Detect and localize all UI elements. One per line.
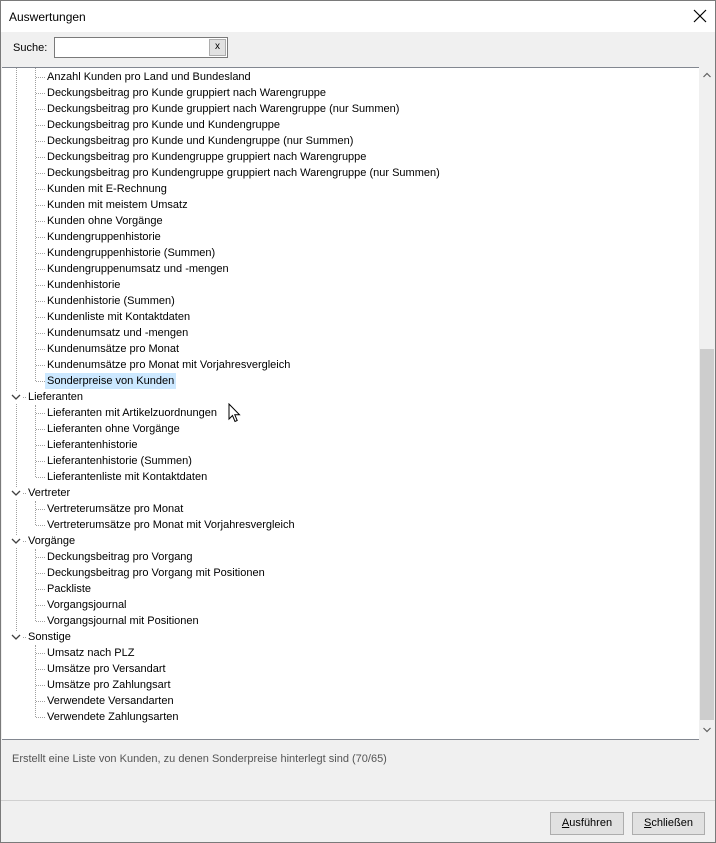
- tree-item[interactable]: [2, 101, 699, 117]
- tree-connector-line: [36, 701, 45, 702]
- description-panel: [1, 740, 715, 801]
- tree-item-label: Umsatz nach PLZ: [47, 647, 135, 659]
- tree-connector-line: [36, 381, 45, 382]
- tree-item-label: Anzahl Kunden pro Land und Bundesland: [47, 71, 251, 83]
- search-box: [54, 37, 228, 58]
- window-title: Auswertungen: [9, 10, 86, 24]
- title-bar: [1, 1, 715, 32]
- tree-group-node[interactable]: [2, 389, 699, 405]
- close-icon[interactable]: [691, 7, 709, 25]
- tree-item-label: Deckungsbeitrag pro Kunde gruppiert nach Warengruppe: [47, 87, 327, 99]
- tree-item[interactable]: [2, 677, 699, 693]
- tree-connector-line: [36, 445, 45, 446]
- tree-group-label: Sonstige: [28, 631, 71, 643]
- tree-connector-line: [36, 669, 45, 670]
- tree-item-label: Kunden mit E-Rechnung: [47, 183, 167, 195]
- tree-item[interactable]: [2, 421, 699, 437]
- tree-item[interactable]: [2, 149, 699, 165]
- tree-item-label: Kundengruppenumsatz und -mengen: [47, 263, 229, 275]
- tree-item[interactable]: [2, 293, 699, 309]
- tree-item-label: Lieferantenhistorie (Summen): [47, 455, 192, 467]
- tree-connector-line: [36, 173, 45, 174]
- tree-connector-line: [36, 525, 45, 526]
- tree-group-label: Vorgänge: [28, 535, 76, 547]
- tree-item-label: Lieferantenhistorie: [47, 439, 138, 451]
- tree-item-label: Verwendete Versandarten: [47, 695, 174, 707]
- tree-item[interactable]: [2, 309, 699, 325]
- tree-group-node[interactable]: [2, 485, 699, 501]
- tree-item[interactable]: [2, 581, 699, 597]
- tree-item-label: Kunden mit meistem Umsatz: [47, 199, 188, 211]
- close-button-label: chließen: [651, 817, 693, 829]
- chevron-down-icon[interactable]: [10, 629, 22, 645]
- tree-item[interactable]: [2, 549, 699, 565]
- tree-group-label: Vertreter: [28, 487, 71, 499]
- tree-item[interactable]: [2, 597, 699, 613]
- tree-connector-line: [36, 157, 45, 158]
- tree-item[interactable]: [2, 165, 699, 181]
- tree-connector-line: [36, 461, 45, 462]
- tree-item[interactable]: [2, 261, 699, 277]
- tree-connector-line: [36, 189, 45, 190]
- tree-item-label: Lieferanten ohne Vorgänge: [47, 423, 180, 435]
- tree-connector-line: [36, 237, 45, 238]
- tree-item-label: Kundenumsatz und -mengen: [47, 327, 189, 339]
- tree-item-label: Deckungsbeitrag pro Kunde gruppiert nach Warengruppe (nur Summen): [47, 103, 400, 115]
- tree-item[interactable]: [2, 437, 699, 453]
- close-button-mnemonic: S: [644, 817, 652, 829]
- tree-connector-line: [36, 413, 45, 414]
- tree-item-label: Deckungsbeitrag pro Vorgang mit Positionen: [47, 567, 265, 579]
- chevron-down-icon[interactable]: [10, 389, 22, 405]
- tree-item-label: Packliste: [47, 583, 92, 595]
- tree-connector-line: [36, 77, 45, 78]
- tree-item-label: Umsätze pro Zahlungsart: [47, 679, 171, 691]
- tree-item[interactable]: [2, 85, 699, 101]
- tree-connector-line: [36, 557, 45, 558]
- tree-group-label: Lieferanten: [28, 391, 84, 403]
- scroll-down-arrow-icon[interactable]: [699, 722, 715, 738]
- tree-connector-line: [36, 365, 45, 366]
- tree-item-label: Kundengruppenhistorie: [47, 231, 161, 243]
- tree-connector-line: [36, 93, 45, 94]
- tree-connector-line: [36, 285, 45, 286]
- tree-item[interactable]: [2, 517, 699, 533]
- tree-item[interactable]: [2, 197, 699, 213]
- tree-connector-line: [36, 301, 45, 302]
- tree-item-label: Umsätze pro Versandart: [47, 663, 166, 675]
- tree-item-label: Deckungsbeitrag pro Vorgang: [47, 551, 193, 563]
- tree-group-node[interactable]: [2, 629, 699, 645]
- tree-item[interactable]: [2, 405, 699, 421]
- tree-connector-line: [36, 653, 45, 654]
- tree-connector-line: [36, 605, 45, 606]
- tree-item-label: Kundengruppenhistorie (Summen): [47, 247, 216, 259]
- tree-item-label: Verwendete Zahlungsarten: [47, 711, 179, 723]
- tree-connector-line: [36, 269, 45, 270]
- chevron-down-icon[interactable]: [10, 533, 22, 549]
- search-clear-button[interactable]: x: [209, 39, 226, 56]
- tree-item[interactable]: [2, 501, 699, 517]
- tree-item[interactable]: [2, 181, 699, 197]
- tree-item[interactable]: [2, 133, 699, 149]
- report-tree[interactable]: [2, 67, 699, 740]
- tree-connector-line: [36, 477, 45, 478]
- tree-item[interactable]: [2, 453, 699, 469]
- mouse-pointer-icon: [228, 403, 242, 424]
- tree-item-label: Deckungsbeitrag pro Kundengruppe gruppiert nach Warengruppe: [47, 151, 367, 163]
- tree-item-label: Deckungsbeitrag pro Kunde und Kundengruppe: [47, 119, 281, 131]
- tree-connector-line: [36, 717, 45, 718]
- run-button-mnemonic: A: [561, 817, 570, 829]
- tree-group-node[interactable]: [2, 533, 699, 549]
- tree-connector-line: [36, 429, 45, 430]
- tree-connector-line: [36, 509, 45, 510]
- tree-connector-line: [36, 317, 45, 318]
- tree-connector-line: [36, 253, 45, 254]
- tree-item-label: Lieferanten mit Artikelzuordnungen: [47, 407, 217, 419]
- tree-item-label: Deckungsbeitrag pro Kunde und Kundengruppe (nur Summen): [47, 135, 354, 147]
- tree-item[interactable]: [2, 565, 699, 581]
- tree-item[interactable]: [2, 229, 699, 245]
- close-button[interactable]: [632, 812, 705, 835]
- search-label: Suche:: [13, 42, 48, 54]
- tree-item-label: Sonderpreise von Kunden: [47, 375, 175, 387]
- tree-connector-line: [36, 685, 45, 686]
- tree-item[interactable]: [2, 645, 699, 661]
- run-button[interactable]: [550, 812, 624, 835]
- tree-item-label: Kundenumsätze pro Monat: [47, 343, 180, 355]
- run-button-label: usführen: [569, 817, 613, 829]
- tree-item-label: Kundenliste mit Kontaktdaten: [47, 311, 191, 323]
- tree-connector-line: [36, 621, 45, 622]
- tree-item[interactable]: [2, 373, 699, 389]
- tree-item-label: Vertreterumsätze pro Monat mit Vorjahresvergleich: [47, 519, 295, 531]
- tree-item-label: Vorgangsjournal: [47, 599, 127, 611]
- tree-connector-line: [36, 205, 45, 206]
- tree-connector-line: [36, 589, 45, 590]
- tree-item-label: Kundenhistorie (Summen): [47, 295, 175, 307]
- tree-connector-line: [36, 349, 45, 350]
- tree-item[interactable]: [2, 341, 699, 357]
- tree-connector-line: [36, 221, 45, 222]
- tree-item[interactable]: [2, 469, 699, 485]
- description-text: Erstellt eine Liste von Kunden, zu denen Sonderpreise hinterlegt sind (70/65): [12, 753, 387, 765]
- tree-connector-line: [36, 573, 45, 574]
- scroll-up-arrow-icon[interactable]: [699, 67, 715, 83]
- tree-connector-line: [36, 125, 45, 126]
- tree-item-label: Kundenhistorie: [47, 279, 121, 291]
- tree-item[interactable]: [2, 69, 699, 85]
- tree-connector-line: [36, 141, 45, 142]
- search-bar: [1, 32, 715, 66]
- tree-item[interactable]: [2, 357, 699, 373]
- tree-item-label: Kundenumsätze pro Monat mit Vorjahresvergleich: [47, 359, 291, 371]
- vertical-scrollbar[interactable]: [699, 67, 715, 738]
- tree-item[interactable]: [2, 277, 699, 293]
- tree-item-label: Vertreterumsätze pro Monat: [47, 503, 184, 515]
- tree-item[interactable]: [2, 325, 699, 341]
- tree-connector-line: [36, 109, 45, 110]
- tree-item[interactable]: [2, 661, 699, 677]
- chevron-down-icon[interactable]: [10, 485, 22, 501]
- tree-item-label: Deckungsbeitrag pro Kundengruppe gruppiert nach Warengruppe (nur Summen): [47, 167, 440, 179]
- scroll-thumb[interactable]: [700, 349, 714, 720]
- tree-item[interactable]: [2, 213, 699, 229]
- search-input[interactable]: [56, 39, 212, 56]
- tree-item[interactable]: [2, 693, 699, 709]
- tree-item[interactable]: [2, 613, 699, 629]
- button-bar: [1, 801, 715, 842]
- tree-item[interactable]: [2, 709, 699, 725]
- tree-item-label: Vorgangsjournal mit Positionen: [47, 615, 199, 627]
- tree-item-label: Kunden ohne Vorgänge: [47, 215, 163, 227]
- tree-item[interactable]: [2, 117, 699, 133]
- tree-item[interactable]: [2, 245, 699, 261]
- tree-connector-line: [36, 333, 45, 334]
- tree-item-label: Lieferantenliste mit Kontaktdaten: [47, 471, 208, 483]
